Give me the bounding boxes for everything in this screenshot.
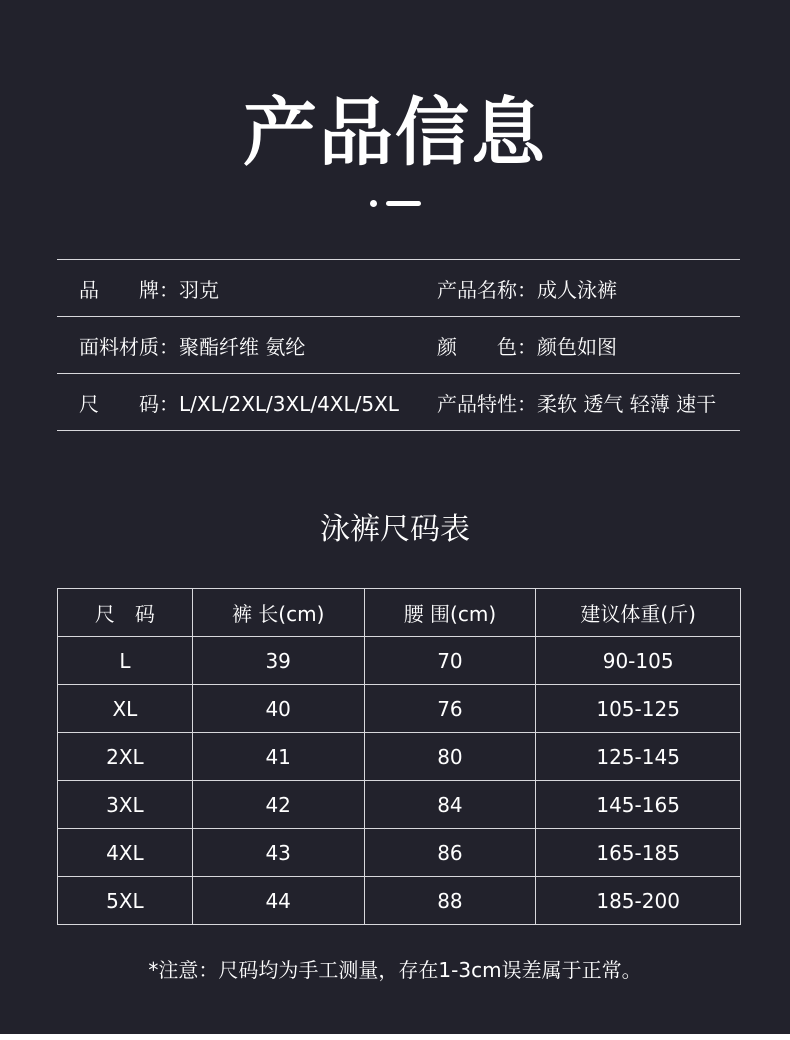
info-row [57, 259, 740, 316]
size-chart-title: 泳裤尺码表 [320, 512, 470, 547]
info-label: 产品名称： [437, 278, 537, 302]
table-cell: 44 [192, 877, 364, 925]
table-cell: 88 [364, 877, 536, 925]
table-cell: 185-200 [536, 877, 741, 925]
info-value: 成人泳裤 [537, 278, 617, 302]
table-cell: 76 [364, 685, 536, 733]
info-cell [437, 317, 617, 373]
column-header-length: 裤 长(cm) [192, 589, 364, 637]
table-cell: 3XL [58, 781, 193, 829]
table-cell: 90-105 [536, 637, 741, 685]
table-row [58, 829, 741, 877]
info-cell [79, 260, 219, 316]
info-row [57, 316, 740, 373]
info-label: 颜 色： [437, 335, 537, 359]
table-cell: 165-185 [536, 829, 741, 877]
measurement-note: *注意：尺码均为手工测量，存在1-3cm误差属于正常。 [148, 958, 642, 982]
table-cell: 2XL [58, 733, 193, 781]
table-row [58, 781, 741, 829]
info-label: 面料材质： [79, 335, 179, 359]
size-chart-table [57, 588, 741, 925]
info-cell [79, 374, 399, 430]
product-info-table [57, 259, 740, 431]
info-label: 品 牌： [79, 278, 179, 302]
page-title: 产品信息 [243, 90, 547, 176]
title-decoration [0, 199, 790, 209]
table-cell: 39 [192, 637, 364, 685]
info-label: 产品特性： [437, 392, 537, 416]
table-cell: L [58, 637, 193, 685]
table-cell: 80 [364, 733, 536, 781]
table-cell: 43 [192, 829, 364, 877]
column-header-size: 尺 码 [58, 589, 193, 637]
table-cell: 86 [364, 829, 536, 877]
info-value: L/XL/2XL/3XL/4XL/5XL [179, 392, 399, 416]
table-cell: 84 [364, 781, 536, 829]
table-cell: 125-145 [536, 733, 741, 781]
table-cell: 5XL [58, 877, 193, 925]
info-value: 羽克 [179, 278, 219, 302]
table-row [58, 685, 741, 733]
column-header-weight: 建议体重(斤) [536, 589, 741, 637]
table-cell: 4XL [58, 829, 193, 877]
info-value: 柔软 透气 轻薄 速干 [537, 392, 717, 416]
info-value: 颜色如图 [537, 335, 617, 359]
table-row [58, 877, 741, 925]
column-header-waist: 腰 围(cm) [364, 589, 536, 637]
table-cell: 70 [364, 637, 536, 685]
table-cell: 41 [192, 733, 364, 781]
info-row [57, 373, 740, 431]
decoration-bar [386, 201, 421, 206]
table-cell: 40 [192, 685, 364, 733]
info-cell [437, 374, 716, 430]
table-cell: 145-165 [536, 781, 741, 829]
table-row [58, 637, 741, 685]
decoration-dot [370, 200, 377, 207]
table-header-row [58, 589, 741, 637]
info-value: 聚酯纤维 氨纶 [179, 335, 306, 359]
table-cell: 42 [192, 781, 364, 829]
info-cell [79, 317, 305, 373]
table-row [58, 733, 741, 781]
table-cell: XL [58, 685, 193, 733]
info-label: 尺 码： [79, 392, 179, 416]
table-cell: 105-125 [536, 685, 741, 733]
bottom-divider [0, 1034, 790, 1040]
info-cell [437, 260, 617, 316]
